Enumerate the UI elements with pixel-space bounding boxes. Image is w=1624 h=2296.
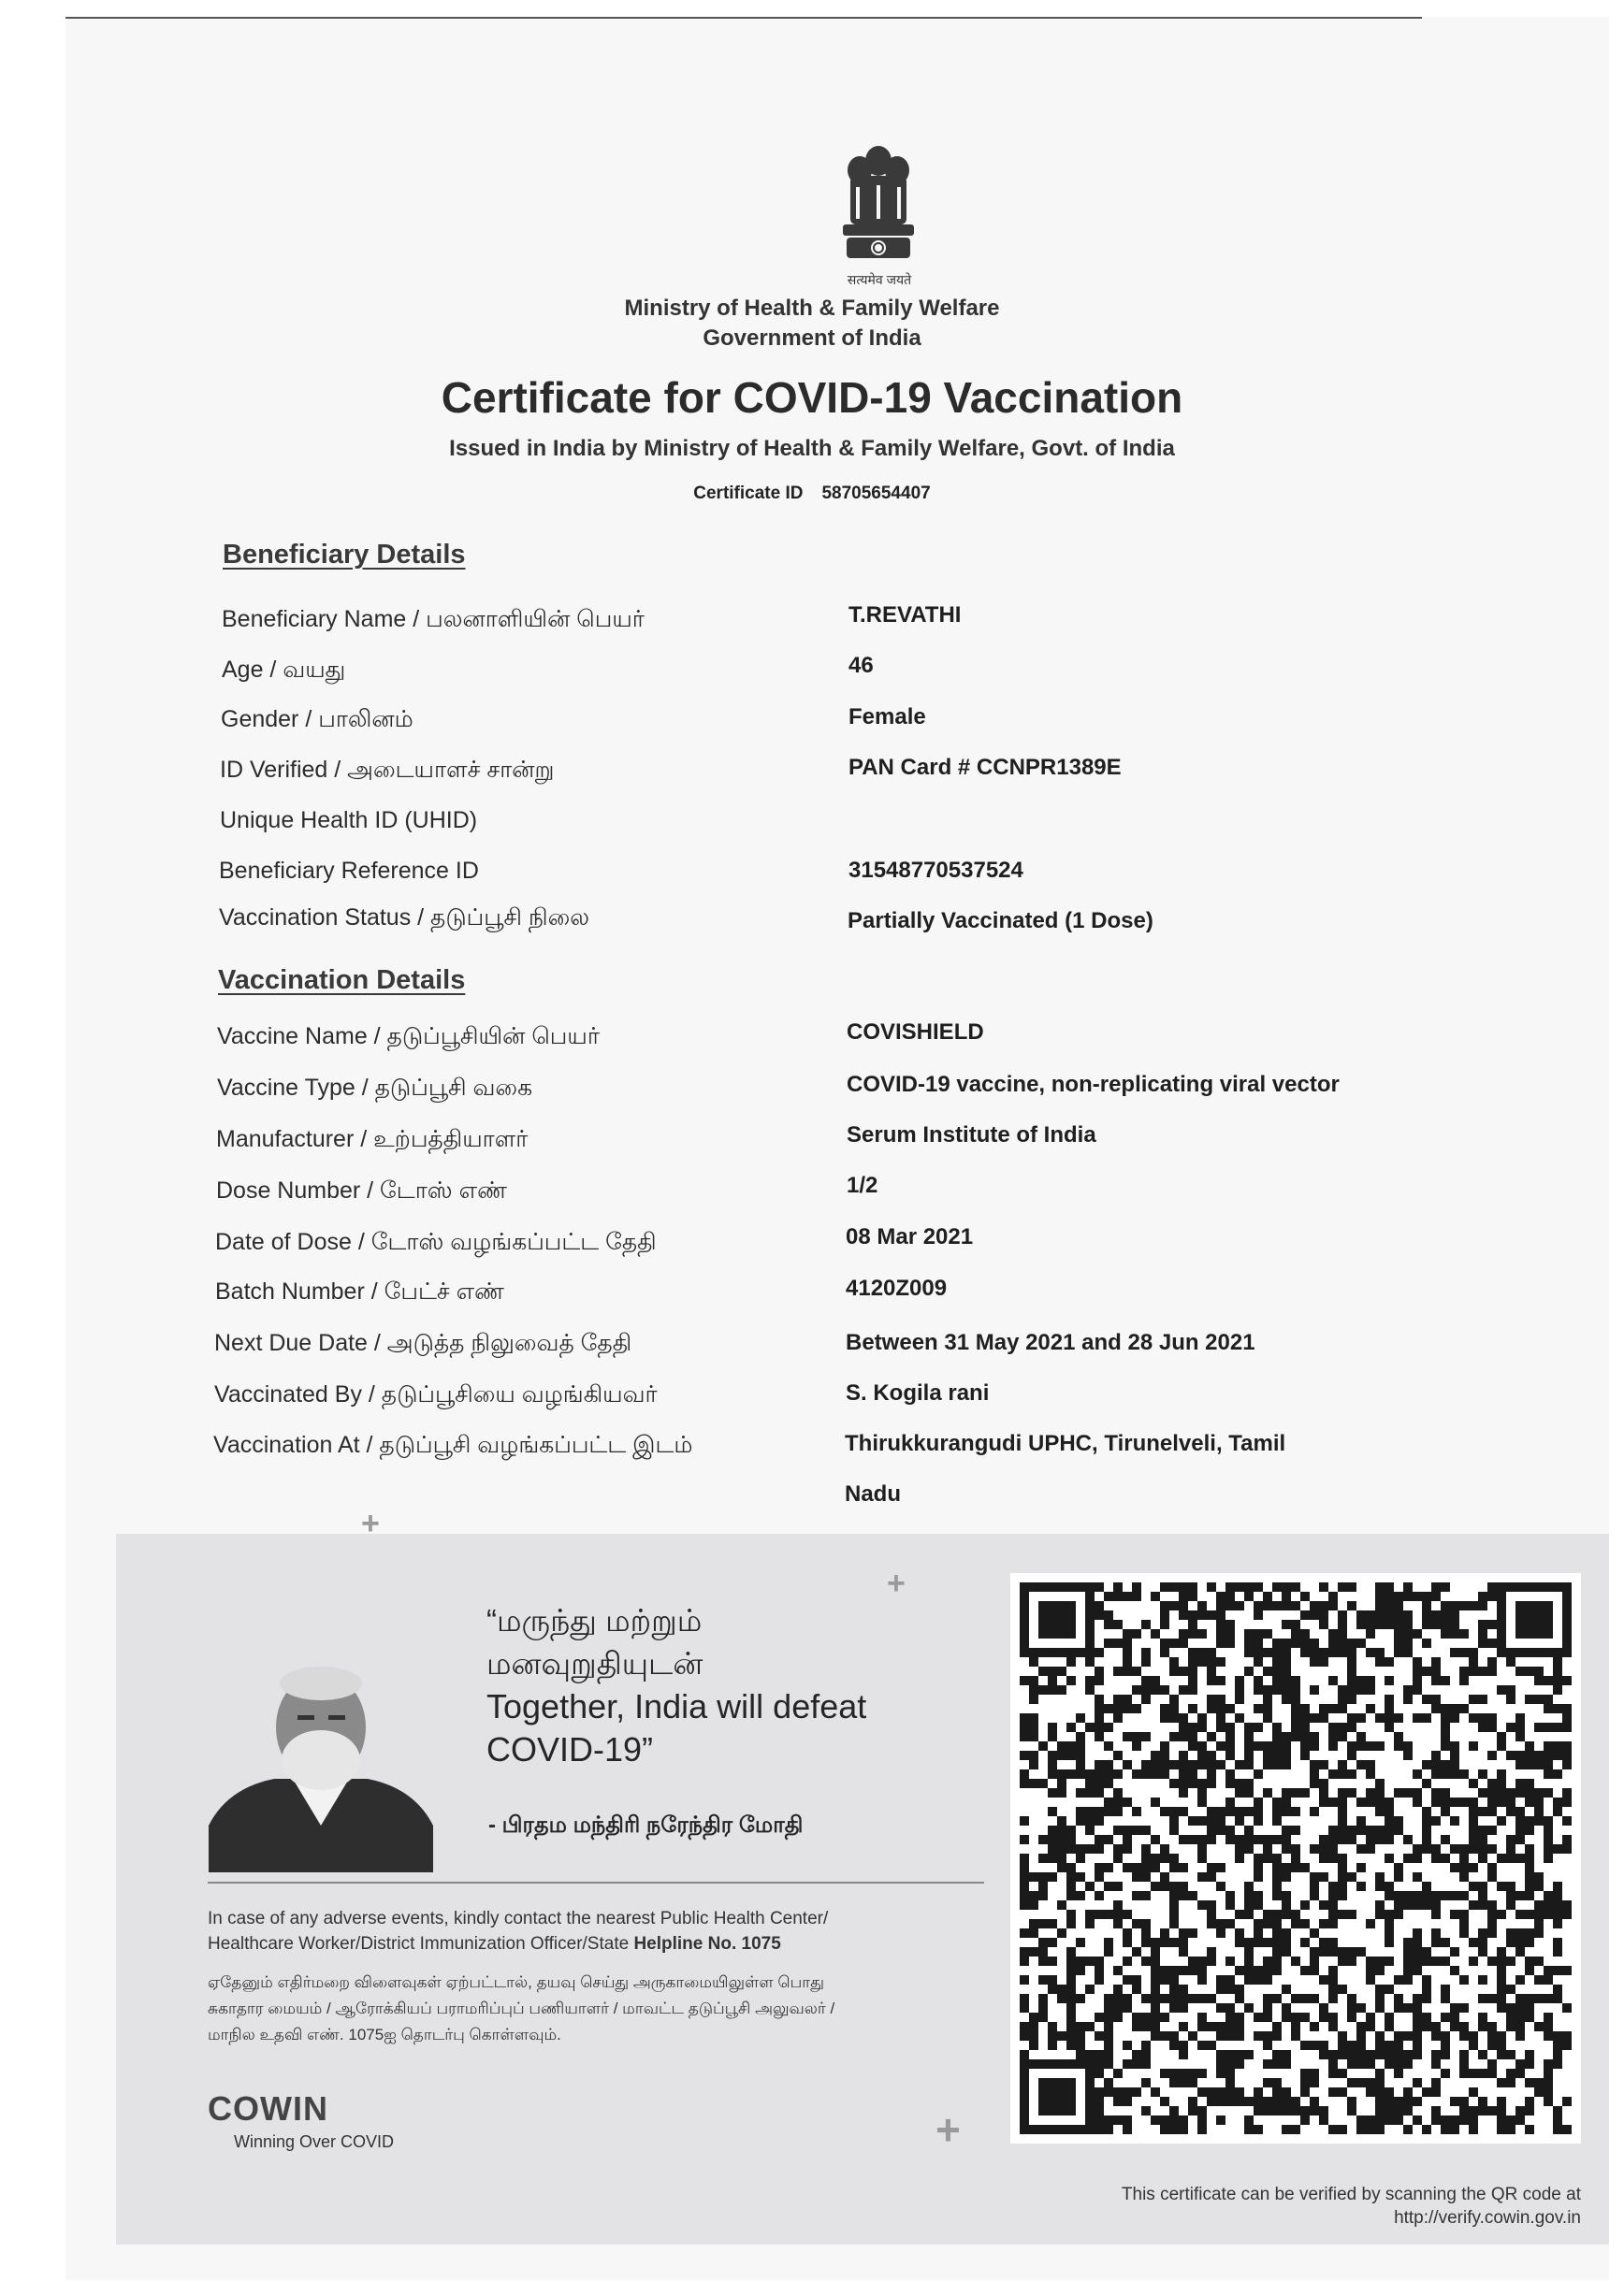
ministry-line-1: Ministry of Health & Family Welfare [624, 296, 1000, 321]
gender-value: Female [848, 704, 926, 729]
banner-quote [486, 1599, 973, 1771]
vaccination-status-label: Vaccination Status / தடுப்பூசி நிலை [219, 904, 590, 931]
reference-id-label: Beneficiary Reference ID [219, 858, 479, 884]
verification-qr-code [1010, 1573, 1581, 2144]
vaccination-heading: Vaccination Details [218, 965, 466, 995]
emblem-motto: सत्यमेव जयते [847, 272, 912, 287]
banner-divider [208, 1882, 984, 1884]
adverse-tamil-line-3: மாநில உதவி எண். 1075ஐ தொடர்பு கொள்ளவும். [208, 2026, 561, 2043]
verify-line-1: This certificate can be verified by scanning the QR code at [1121, 2185, 1581, 2204]
vaccine-name-label: Vaccine Name / தடுப்பூசியின் பெயர் [217, 1023, 600, 1049]
vaccination-at-value: Thirukkurangudi UPHC, Tirunelveli, Tamil [845, 1431, 1286, 1456]
ministry-line-2: Government of India [703, 325, 921, 351]
dose-number-value: 1/2 [847, 1173, 878, 1198]
cowin-tagline: Winning Over COVID [234, 2132, 395, 2151]
id-verified-value: PAN Card # CCNPR1389E [848, 755, 1122, 780]
vaccination-at-label: Vaccination At / தடுப்பூசி வழங்கப்பட்ட இடம் [213, 1432, 693, 1458]
next-due-date-value: Between 31 May 2021 and 28 Jun 2021 [846, 1330, 1255, 1355]
plus-decoration-icon: + [935, 2105, 961, 2154]
beneficiary-name-label: Beneficiary Name / பலனாளியின் பெயர் [222, 606, 645, 632]
quote-tamil-line-1: “மருந்து மற்றும் [486, 1603, 703, 1638]
scan-edge-line [65, 17, 1422, 19]
quote-attribution: - பிரதம மந்திரி நரேந்திர மோதி [488, 1812, 804, 1838]
national-emblem-icon [834, 140, 923, 281]
age-value: 46 [848, 653, 874, 678]
vaccinated-by-value: S. Kogila rani [846, 1380, 990, 1406]
certificate-id-value: 58705654407 [821, 484, 931, 503]
certificate-title: Certificate for COVID-19 Vaccination [441, 373, 1183, 422]
verification-note [973, 2183, 1581, 2230]
batch-number-value: 4120Z009 [846, 1276, 948, 1301]
ministry-name [0, 294, 1624, 354]
quote-tamil-line-2: மனவுறுதியுடன் [486, 1646, 703, 1681]
adverse-tamil-line-2: சுகாதார மையம் / ஆரோக்கியப் பராமரிப்புப் பணியாளர் / மாவட்ட தடுப்பூசி அலுவலர் / [208, 2000, 835, 2017]
age-label: Age / வயது [222, 657, 346, 683]
gender-label: Gender / பாலினம் [221, 706, 413, 732]
cowin-logo: COWIN [208, 2089, 328, 2128]
manufacturer-label: Manufacturer / உற்பத்தியாளர் [216, 1126, 529, 1152]
reference-id-value: 31548770537524 [848, 858, 1023, 883]
adverse-line-2: Healthcare Worker/District Immunization Officer/State [208, 1934, 630, 1954]
vaccine-type-value: COVID-19 vaccine, non-replicating viral vector [847, 1072, 1340, 1097]
adverse-tamil-line-1: ஏதேனும் எதிர்மறை விளைவுகள் ஏற்பட்டால், தயவு செய்து அருகாமையிலுள்ள பொது [208, 1973, 824, 1991]
adverse-line-1: In case of any adverse events, kindly contact the nearest Public Health Center/ [208, 1909, 829, 1928]
uhid-label: Unique Health ID (UHID) [220, 807, 478, 833]
id-verified-label: ID Verified / அடையாளச் சான்று [220, 757, 555, 783]
vaccination-at-value-line2: Nadu [845, 1481, 901, 1507]
helpline-number: Helpline No. 1075 [633, 1934, 781, 1954]
plus-decoration-icon: + [361, 1506, 380, 1541]
certificate-id-row [0, 484, 1624, 504]
certificate-id-label: Certificate ID [693, 484, 804, 503]
next-due-date-label: Next Due Date / அடுத்த நிலுவைத் தேதி [214, 1330, 632, 1356]
manufacturer-value: Serum Institute of India [847, 1122, 1096, 1148]
batch-number-label: Batch Number / பேட்ச் எண் [215, 1278, 504, 1305]
vaccination-status-value: Partially Vaccinated (1 Dose) [848, 908, 1153, 933]
adverse-events-notice [208, 1906, 984, 1957]
certificate-subtitle: Issued in India by Ministry of Health & Family Welfare, Govt. of India [449, 436, 1175, 461]
vaccinated-by-label: Vaccinated By / தடுப்பூசியை வழங்கியவர் [214, 1381, 658, 1408]
beneficiary-name-value: T.REVATHI [848, 602, 962, 628]
date-of-dose-value: 08 Mar 2021 [846, 1224, 974, 1249]
quote-english-line-1: Together, India will defeat [486, 1687, 867, 1726]
dose-number-label: Dose Number / டோஸ் எண் [216, 1177, 507, 1204]
vaccine-name-value: COVISHIELD [847, 1019, 984, 1045]
quote-english-line-2: COVID-19” [486, 1730, 654, 1769]
beneficiary-heading: Beneficiary Details [223, 540, 466, 570]
prime-minister-photo [209, 1639, 433, 1872]
verify-url: http://verify.cowin.gov.in [1394, 2208, 1581, 2228]
adverse-events-notice-tamil [208, 1970, 984, 2048]
vaccine-type-label: Vaccine Type / தடுப்பூசி வகை [217, 1075, 533, 1101]
plus-decoration-icon: + [887, 1566, 906, 1601]
date-of-dose-label: Date of Dose / டோஸ் வழங்கப்பட்ட தேதி [215, 1229, 657, 1255]
